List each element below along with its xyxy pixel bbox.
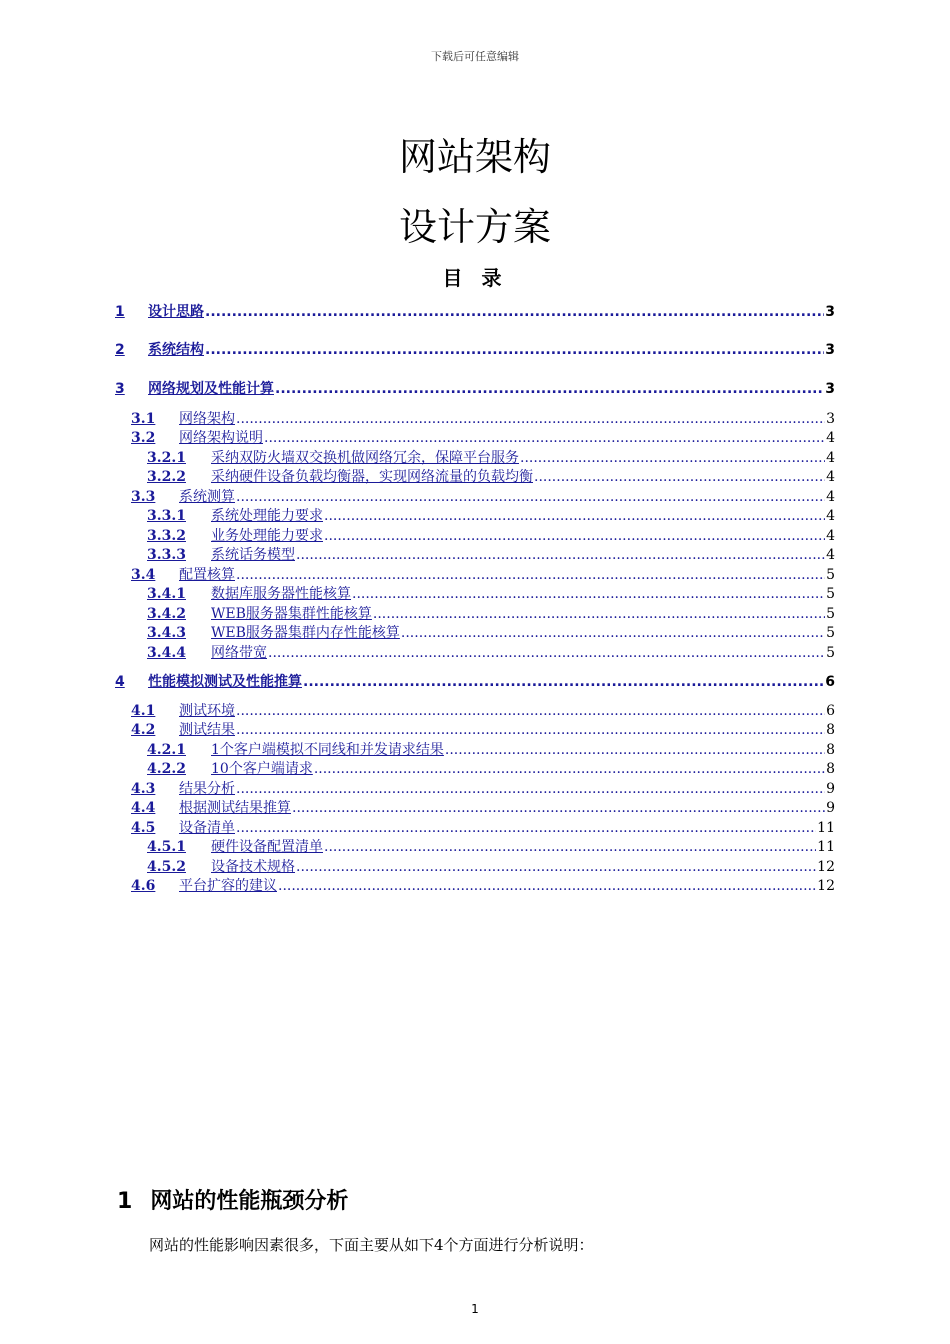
toc-entry-label: 测试环境 <box>179 703 235 719</box>
toc-entry-leader <box>303 673 824 691</box>
toc-entry-label: 网络架构说明 <box>179 430 263 446</box>
toc-entry-page: 3 <box>825 381 835 397</box>
toc-entry-number: 4.2.1 <box>147 742 186 758</box>
toc-entry-label: 网络规划及性能计算 <box>148 381 274 397</box>
toc-entry[interactable] <box>115 427 835 447</box>
toc-entry-leader <box>324 838 816 856</box>
toc-entry[interactable] <box>115 817 835 837</box>
toc-entry[interactable] <box>115 603 835 623</box>
toc-entry-label: 配置核算 <box>179 567 235 583</box>
toc-entry-label: 测试结果 <box>179 722 235 738</box>
toc-entry-number: 4.4 <box>131 800 156 816</box>
toc-entry-leader <box>236 702 825 720</box>
section-heading <box>117 1184 348 1215</box>
toc-entry-label: 平台扩容的建议 <box>179 878 277 894</box>
toc-entry-page: 8 <box>826 722 835 738</box>
toc-entry-page: 8 <box>826 742 835 758</box>
toc-entry-number: 4.2 <box>131 722 156 738</box>
toc-entry-label: 结果分析 <box>179 781 235 797</box>
toc-entry-leader <box>373 605 825 623</box>
toc-entry-number: 3.2.1 <box>147 450 186 466</box>
toc-entry-page: 5 <box>826 567 835 583</box>
toc-entry-label: 网络架构 <box>179 411 235 427</box>
toc-entry[interactable] <box>115 466 835 486</box>
toc-entry-number: 3.2.2 <box>147 469 186 485</box>
toc-entry[interactable] <box>115 339 835 359</box>
toc-entry-label: 数据库服务器性能核算 <box>211 586 351 602</box>
toc-entry-label: 1个客户端模拟不同线和并发请求结果 <box>211 742 444 758</box>
toc-entry-number: 3.4.4 <box>147 645 186 661</box>
toc-entry-leader <box>314 760 825 778</box>
toc-entry-leader <box>236 721 825 739</box>
header-note: 下载后可任意编辑 <box>431 50 519 63</box>
toc-entry-label: 系统话务模型 <box>211 547 295 563</box>
toc-entry-page: 5 <box>826 606 835 622</box>
toc-entry-leader <box>296 546 825 564</box>
toc-entry-page: 9 <box>826 800 835 816</box>
toc-entry-number: 4.6 <box>131 878 156 894</box>
toc-entry-leader <box>236 780 825 798</box>
toc-entry[interactable] <box>115 505 835 525</box>
toc-heading: 目 录 <box>442 266 508 290</box>
toc-entry-page: 3 <box>826 411 835 427</box>
toc-entry-page: 6 <box>826 703 835 719</box>
document-title-line2: 设计方案 <box>398 205 551 249</box>
toc-entry[interactable] <box>115 797 835 817</box>
toc-entry-leader <box>268 644 825 662</box>
toc-entry-page: 4 <box>826 430 835 446</box>
toc-entry[interactable] <box>115 378 835 398</box>
toc-entry-number: 3.4 <box>131 567 156 583</box>
toc-entry-page: 9 <box>826 781 835 797</box>
toc-entry[interactable] <box>115 486 835 506</box>
toc-entry-label: 性能模拟测试及性能推算 <box>148 674 302 690</box>
toc-entry-number: 3.4.1 <box>147 586 186 602</box>
toc-entry-leader <box>236 819 816 837</box>
toc-entry-number: 3.3.3 <box>147 547 186 563</box>
toc-entry-leader <box>236 410 825 428</box>
toc-entry-page: 4 <box>826 469 835 485</box>
toc-entry-leader <box>205 303 824 321</box>
toc-entry-label: 网络带宽 <box>211 645 267 661</box>
toc-entry-page: 12 <box>817 878 835 894</box>
toc-entry-leader <box>352 585 825 603</box>
toc-entry[interactable] <box>115 671 835 691</box>
toc-entry-page: 11 <box>817 839 835 855</box>
toc-entry[interactable] <box>115 758 835 778</box>
section-number: 1 <box>117 1189 133 1214</box>
toc-entry-number: 4 <box>115 674 125 690</box>
toc-entry[interactable] <box>115 856 835 876</box>
toc-entry-leader <box>534 468 825 486</box>
toc-entry-label: WEB服务器集群性能核算 <box>211 606 372 622</box>
toc-entry-leader <box>236 488 825 506</box>
toc-entry-number: 3 <box>115 381 125 397</box>
toc-entry-number: 3.2 <box>131 430 156 446</box>
toc-entry-label: 采纳双防火墙双交换机做网络冗余，保障平台服务 <box>211 450 519 466</box>
toc-entry-leader <box>275 380 824 398</box>
toc-entry-number: 4.1 <box>131 703 156 719</box>
toc-entry-number: 3.3.1 <box>147 508 186 524</box>
toc-entry-label: 系统处理能力要求 <box>211 508 323 524</box>
toc-entry-number: 4.5.2 <box>147 859 186 875</box>
toc-entry-page: 5 <box>826 625 835 641</box>
toc-entry-page: 4 <box>826 528 835 544</box>
toc-entry-label: 根据测试结果推算 <box>179 800 291 816</box>
toc-entry-number: 3.4.3 <box>147 625 186 641</box>
toc-entry-label: 设计思路 <box>148 304 204 320</box>
toc-entry[interactable] <box>115 525 835 545</box>
toc-entry-number: 4.3 <box>131 781 156 797</box>
toc-entry-page: 5 <box>826 586 835 602</box>
toc-entry[interactable] <box>115 836 835 856</box>
toc-entry-leader <box>401 624 825 642</box>
toc-entry-page: 4 <box>826 547 835 563</box>
toc-entry[interactable] <box>115 408 835 428</box>
toc-entry-leader <box>205 341 824 359</box>
toc-entry-number: 3.3.2 <box>147 528 186 544</box>
toc-entry[interactable] <box>115 447 835 467</box>
toc-entry-number: 4.5.1 <box>147 839 186 855</box>
toc-entry-label: 系统结构 <box>148 342 204 358</box>
toc-entry[interactable] <box>115 564 835 584</box>
toc-entry-leader <box>236 566 825 584</box>
toc-entry-label: 采纳硬件设备负载均衡器，实现网络流量的负载均衡 <box>211 469 533 485</box>
toc-entry[interactable] <box>115 642 835 662</box>
toc-entry-label: 业务处理能力要求 <box>211 528 323 544</box>
toc-entry[interactable] <box>115 739 835 759</box>
page-number: 1 <box>471 1302 479 1316</box>
toc-entry-leader <box>445 741 825 759</box>
toc-entry-leader <box>278 877 816 895</box>
toc-entry[interactable] <box>115 875 835 895</box>
toc-entry-number: 4.5 <box>131 820 156 836</box>
toc-entry-page: 3 <box>825 304 835 320</box>
toc-entry-leader <box>264 429 825 447</box>
toc-entry-page: 3 <box>825 342 835 358</box>
toc-entry-label: 系统测算 <box>179 489 235 505</box>
toc-entry-leader <box>292 799 825 817</box>
toc-entry-page: 4 <box>826 450 835 466</box>
toc-entry[interactable] <box>115 778 835 798</box>
toc-entry-number: 1 <box>115 304 125 320</box>
toc-entry-leader <box>520 449 825 467</box>
toc-entry-number: 3.4.2 <box>147 606 186 622</box>
toc-entry-page: 4 <box>826 489 835 505</box>
toc-entry[interactable] <box>115 622 835 642</box>
toc-entry-label: WEB服务器集群内存性能核算 <box>211 625 400 641</box>
toc-entry-page: 12 <box>817 859 835 875</box>
toc-entry-page: 5 <box>826 645 835 661</box>
toc-entry-label: 设备清单 <box>179 820 235 836</box>
toc-entry-leader <box>324 507 825 525</box>
toc-entry-number: 3.3 <box>131 489 156 505</box>
toc-entry-page: 8 <box>826 761 835 777</box>
toc-entry-number: 3.1 <box>131 411 156 427</box>
toc-entry[interactable] <box>115 544 835 564</box>
toc-entry-leader <box>296 858 816 876</box>
toc-entry[interactable] <box>115 583 835 603</box>
toc-entry-number: 4.2.2 <box>147 761 186 777</box>
toc-entry[interactable] <box>115 301 835 321</box>
toc-entry-page: 11 <box>817 820 835 836</box>
toc-entry-page: 6 <box>825 674 835 690</box>
section-title: 网站的性能瓶颈分析 <box>150 1189 349 1214</box>
body-paragraph: 网站的性能影响因素很多，下面主要从如下4个方面进行分析说明： <box>149 1236 594 1254</box>
toc-entry-label: 10个客户端请求 <box>211 761 313 777</box>
toc-entry-label: 硬件设备配置清单 <box>211 839 323 855</box>
toc-entry-leader <box>324 527 825 545</box>
toc-entry-label: 设备技术规格 <box>211 859 295 875</box>
document-title-line1: 网站架构 <box>398 135 551 179</box>
toc-entry-number: 2 <box>115 342 125 358</box>
toc-entry[interactable] <box>115 700 835 720</box>
toc-entry[interactable] <box>115 719 835 739</box>
toc-entry-page: 4 <box>826 508 835 524</box>
